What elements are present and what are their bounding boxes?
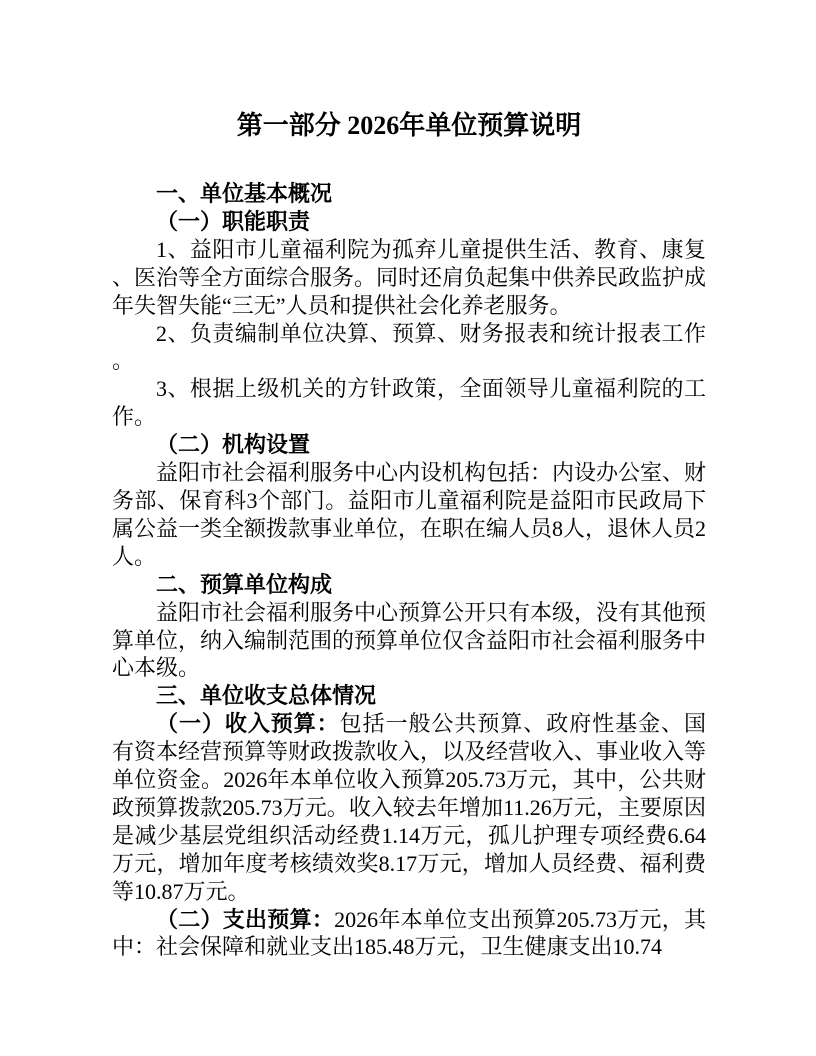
paragraph-lead: （二）支出预算： xyxy=(156,906,335,932)
document-title: 第一部分 2026年单位预算说明 xyxy=(236,111,582,140)
section-heading: （一）职能职责 xyxy=(156,208,311,234)
paragraph-lead: （一）收入预算： xyxy=(156,711,340,737)
document-content xyxy=(112,96,706,961)
paragraph xyxy=(112,710,706,905)
paragraph: 益阳市社会福利服务中心内设机构包括：内设办公室、财务部、保育科3个部门。益阳市儿童福利院是益阳市民政局下属公益一类全额拨款事业单位，在职在编人员8人，退休人员2人。 xyxy=(112,460,707,569)
paragraph-text: 包括一般公共预算、政府性基金、国有资本经营预算等财政拨款收入，以及经营收入、事业收入等单位资金。2026年本单位收入预算205.73万元，其中，公共财政预算拨款205.73万元。收入较去年增加11.26万元，主要原因是减少基层党组织活动经费1.14万元，孤儿护理专项经费6.64万元，增加年度考核绩效奖8.17万元，增加人员经费、福利费等10.87万元。 xyxy=(112,711,707,904)
section-heading: 三、单位收支总体情况 xyxy=(156,683,377,709)
paragraph: 益阳市社会福利服务中心预算公开只有本级，没有其他预算单位，纳入编制范围的预算单位仅含益阳市社会福利服务中心本级。 xyxy=(112,599,707,681)
section-heading: （二）机构设置 xyxy=(156,432,311,458)
section-heading: 二、预算单位构成 xyxy=(156,571,333,597)
paragraph-text: 2026年本单位支出预算205.73万元，其中：社会保障和就业支出185.48万元，卫生健康支出10.74 xyxy=(112,906,706,960)
paragraph: 2、负责编制单位决算、预算、财务报表和统计报表工作。 xyxy=(112,320,706,374)
paragraph: 3、根据上级机关的方针政策，全面领导儿童福利院的工作。 xyxy=(112,376,706,430)
paragraph xyxy=(112,906,706,962)
document-body xyxy=(112,180,706,961)
section-heading: 一、单位基本概况 xyxy=(156,181,333,206)
paragraph: 1、益阳市儿童福利院为孤弃儿童提供生活、教育、康复、医治等全方面综合服务。同时还肩负起集中供养民政监护成年失智失能“三无”人员和提供社会化养老服务。 xyxy=(112,236,707,318)
